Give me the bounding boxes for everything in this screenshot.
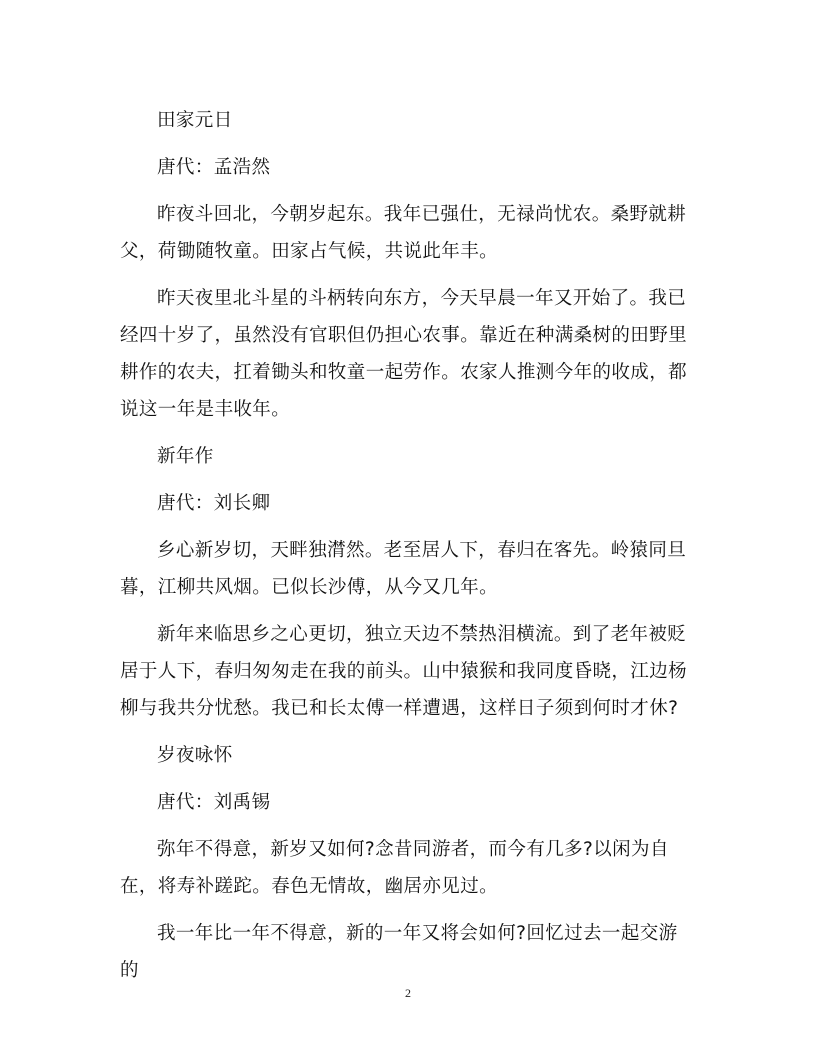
- poem-author: 唐代：刘禹锡: [157, 792, 271, 813]
- poem-title: 岁夜咏怀: [157, 745, 233, 766]
- document-body: [120, 102, 696, 989]
- poem-text: 乡心新岁切，天畔独潸然。老至居人下，春归在客先。岭猿同旦暮，江柳共风烟。已似长沙傅，从今又几年。: [120, 540, 687, 598]
- poem-title: 田家元日: [157, 110, 233, 131]
- poem-translation: 我一年比一年不得意，新的一年又将会如何?回忆过去一起交游的: [120, 923, 678, 981]
- poem-text: 弥年不得意，新岁又如何?念昔同游者，而今有几多?以闲为自在，将寿补蹉跎。春色无情故，幽居亦见过。: [120, 839, 669, 897]
- poem-author: 唐代：刘长卿: [157, 493, 271, 514]
- poem-title: 新年作: [157, 446, 214, 467]
- page-number: 2: [405, 986, 411, 1000]
- poem-translation: 新年来临思乡之心更切，独立天边不禁热泪横流。到了老年被贬居于人下，春归匆匆走在我的前头。山中猿猴和我同度昏晓，江边杨柳与我共分忧愁。我已和长太傅一样遭遇，这样日子须到何时才休?: [120, 624, 688, 719]
- poem-translation: 昨天夜里北斗星的斗柄转向东方，今天早晨一年又开始了。我已经四十岁了，虽然没有官职但仍担心农事。靠近在种满桑树的田野里耕作的农夫，扛着锄头和牧童一起劳作。农家人推测今年的收成，都说这一年是丰收年。: [120, 288, 688, 420]
- poem-author: 唐代：孟浩然: [157, 157, 271, 178]
- poem-text: 昨夜斗回北，今朝岁起东。我年已强仕，无禄尚忧农。桑野就耕父，荷锄随牧童。田家占气候，共说此年丰。: [120, 204, 687, 262]
